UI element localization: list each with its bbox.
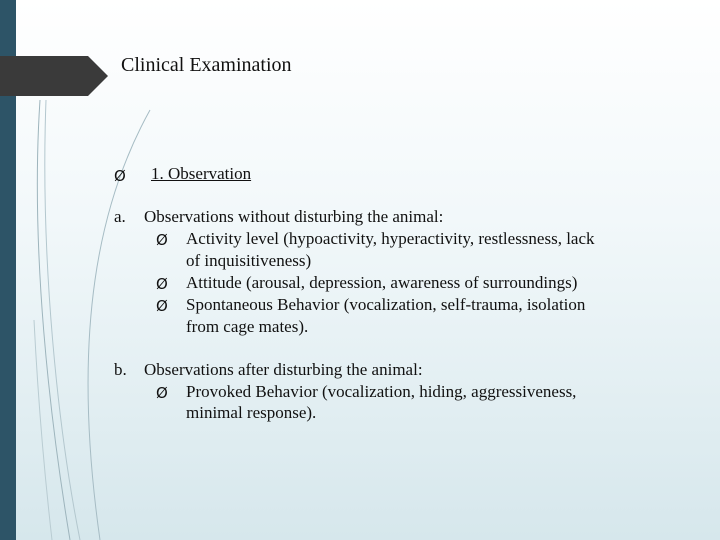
arrow-bullet-icon: Ø bbox=[156, 384, 168, 402]
heading-observation: 1. Observation bbox=[151, 164, 252, 183]
list-item-line: Activity level (hypoactivity, hyperactivity, restlessness, lack bbox=[186, 229, 595, 248]
section-b-label: b. bbox=[114, 360, 127, 379]
arrow-bullet-icon: Ø bbox=[156, 275, 168, 293]
list-item-line: of inquisitiveness) bbox=[186, 251, 312, 270]
section-a-label: a. bbox=[114, 207, 126, 226]
list-item-line: Provoked Behavior (vocalization, hiding, aggressiveness, bbox=[186, 382, 577, 401]
arrow-bullet-icon: Ø bbox=[114, 167, 126, 185]
arrow-bullet-icon: Ø bbox=[156, 231, 168, 249]
title-tab-shape bbox=[0, 56, 108, 96]
list-item-line: minimal response). bbox=[186, 403, 317, 422]
slide-title: Clinical Examination bbox=[121, 54, 292, 76]
list-item-line: Spontaneous Behavior (vocalization, self-trauma, isolation bbox=[186, 295, 586, 314]
list-item-line: Attitude (arousal, depression, awareness of surroundings) bbox=[186, 273, 578, 292]
section-a-text: Observations without disturbing the animal: bbox=[144, 207, 444, 226]
list-item-line: from cage mates). bbox=[186, 317, 309, 336]
arrow-bullet-icon: Ø bbox=[156, 297, 168, 315]
section-b-text: Observations after disturbing the animal: bbox=[144, 360, 423, 379]
